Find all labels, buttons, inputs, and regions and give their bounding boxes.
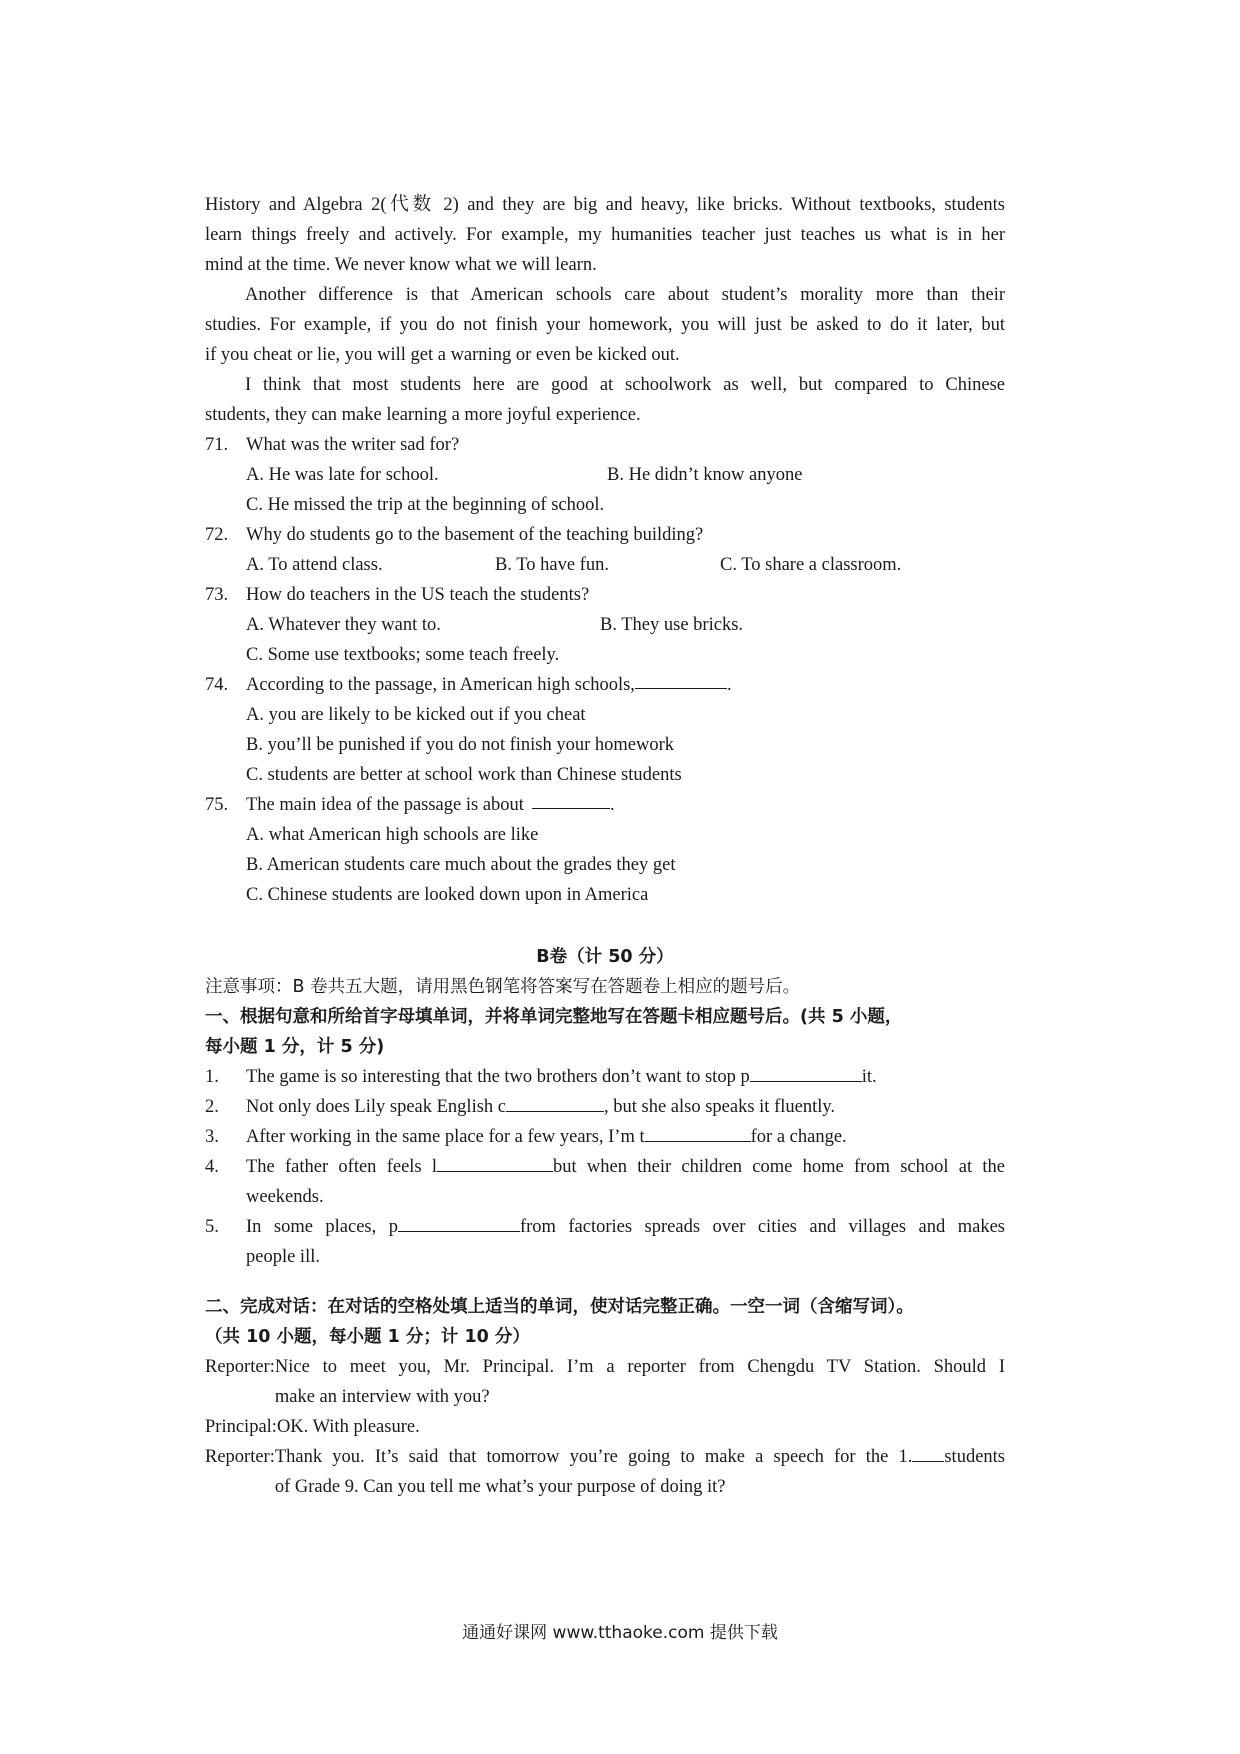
option-c: C. Some use textbooks; some teach freely. bbox=[246, 645, 560, 665]
item-number: 3. bbox=[205, 1127, 219, 1147]
item-text: weekends. bbox=[246, 1187, 324, 1207]
answer-blank bbox=[645, 1123, 751, 1142]
options-row bbox=[205, 700, 1005, 730]
item-text: Not only does Lily speak English c bbox=[246, 1097, 506, 1117]
question-number: 71. bbox=[205, 435, 229, 455]
footer-watermark: 通通好课网 www.tthaoke.com 提供下载 bbox=[462, 1623, 778, 1643]
passage-line: students, they can make learning a more joyful experience. bbox=[205, 405, 641, 425]
section-1-heading-cont: 每小题 1 分，计 5 分) bbox=[205, 1037, 385, 1057]
option-a: A. He was late for school. bbox=[246, 465, 439, 485]
dialogue-line bbox=[205, 1352, 1005, 1412]
dialogue-line bbox=[205, 1442, 1005, 1502]
fill-item-5 bbox=[205, 1212, 1005, 1272]
section-1-heading: 一、根据句意和所给首字母填单词，并将单词完整地写在答题卡相应题号后。(共 5 小题， bbox=[205, 1007, 903, 1027]
dialogue-text: OK. With pleasure. bbox=[276, 1417, 420, 1437]
question-71 bbox=[205, 430, 1005, 460]
speaker: Reporter: bbox=[205, 1357, 275, 1377]
answer-blank bbox=[437, 1153, 553, 1172]
option-c: C. He missed the trip at the beginning of school. bbox=[246, 495, 605, 515]
answer-blank bbox=[506, 1093, 604, 1112]
fill-item-3 bbox=[205, 1122, 1005, 1152]
section-2-heading-cont: （共 10 小题，每小题 1 分；计 10 分） bbox=[205, 1327, 530, 1347]
fill-item-1 bbox=[205, 1062, 1005, 1092]
option-a: A. To attend class. bbox=[246, 555, 383, 575]
options-row bbox=[205, 640, 1005, 670]
fill-item-4 bbox=[205, 1152, 1005, 1212]
option-b: B. To have fun. bbox=[495, 555, 609, 575]
options-row bbox=[205, 850, 1005, 880]
passage-line: Another difference is that American schools care about student’s morality more than their bbox=[245, 285, 1005, 305]
options-row bbox=[205, 460, 1005, 490]
passage-line: I think that most students here are good at schoolwork as well, but compared to Chinese bbox=[245, 375, 1005, 395]
option-c: C. To share a classroom. bbox=[720, 555, 902, 575]
question-text: What was the writer sad for? bbox=[246, 435, 460, 455]
options-row bbox=[205, 760, 1005, 790]
item-text: In some places, p bbox=[246, 1217, 398, 1237]
dialogue-text: of Grade 9. Can you tell me what’s your purpose of doing it? bbox=[274, 1477, 726, 1497]
question-list bbox=[205, 430, 1005, 910]
passage-line: if you cheat or lie, you will get a warning or even be kicked out. bbox=[205, 345, 680, 365]
passage-line: History and Algebra 2(代数 2) and they are big and heavy, like bricks. Without textbooks, students bbox=[205, 195, 1005, 215]
speaker: Reporter: bbox=[205, 1447, 275, 1467]
option-c: C. students are better at school work than Chinese students bbox=[246, 765, 682, 785]
section-2-heading: 二、完成对话：在对话的空格处填上适当的单词，使对话完整正确。一空一词（含缩写词）。 bbox=[205, 1297, 914, 1317]
answer-blank bbox=[635, 670, 727, 689]
dialogue-text: Thank you. It’s said that tomorrow you’re going to make a speech for the 1. bbox=[274, 1447, 913, 1467]
item-number: 4. bbox=[205, 1157, 219, 1177]
answer-blank bbox=[750, 1063, 862, 1082]
question-72 bbox=[205, 520, 1005, 550]
item-text: The game is so interesting that the two brothers don’t want to stop p bbox=[246, 1067, 750, 1087]
options-row bbox=[205, 880, 1005, 910]
question-number: 75. bbox=[205, 795, 229, 815]
dialogue-line bbox=[205, 1412, 1005, 1442]
option-b: B. you’ll be punished if you do not finish your homework bbox=[246, 735, 675, 755]
item-text: it. bbox=[861, 1067, 877, 1087]
item-text: for a change. bbox=[750, 1127, 847, 1147]
item-text: The father often feels l bbox=[246, 1157, 438, 1177]
options-row bbox=[205, 490, 1005, 520]
question-number: 74. bbox=[205, 675, 229, 695]
item-number: 2. bbox=[205, 1097, 219, 1117]
item-text: After working in the same place for a few years, I’m t bbox=[246, 1127, 645, 1147]
question-75: 75. The main idea of the passage is about . bbox=[205, 790, 1005, 820]
question-73 bbox=[205, 580, 1005, 610]
option-c: C. Chinese students are looked down upon in America bbox=[246, 885, 649, 905]
speaker: Principal: bbox=[205, 1417, 277, 1437]
answer-blank bbox=[532, 790, 610, 809]
option-b: B. American students care much about the grades they get bbox=[246, 855, 676, 875]
question-number: 72. bbox=[205, 525, 229, 545]
question-number: 73. bbox=[205, 585, 229, 605]
part-b-title: B卷（计 50 分） bbox=[536, 947, 674, 967]
fill-in-list bbox=[205, 1062, 1005, 1272]
question-text: According to the passage, in American high schools, bbox=[246, 675, 635, 695]
reading-passage bbox=[205, 190, 1005, 430]
dialogue bbox=[205, 1352, 1005, 1502]
options-row bbox=[205, 820, 1005, 850]
option-a: A. you are likely to be kicked out if you cheat bbox=[246, 705, 586, 725]
question-74: 74. According to the passage, in American high schools, . bbox=[205, 670, 1005, 700]
item-number: 1. bbox=[205, 1067, 219, 1087]
question-text: The main idea of the passage is about bbox=[246, 795, 524, 815]
passage-line: studies. For example, if you do not finish your homework, you will just be asked to do it later, but bbox=[205, 315, 1005, 335]
options-row bbox=[205, 730, 1005, 760]
passage-line: learn things freely and actively. For example, my humanities teacher just teaches us what is in her bbox=[205, 225, 1005, 245]
question-text: Why do students go to the basement of the teaching building? bbox=[246, 525, 704, 545]
question-text: How do teachers in the US teach the students? bbox=[246, 585, 590, 605]
dialogue-text: students bbox=[944, 1447, 1005, 1467]
dialogue-text: make an interview with you? bbox=[274, 1387, 490, 1407]
fill-item-2 bbox=[205, 1092, 1005, 1122]
answer-blank bbox=[912, 1443, 944, 1462]
passage-line: mind at the time. We never know what we will learn. bbox=[205, 255, 597, 275]
item-text: from factories spreads over cities and villages and makes bbox=[519, 1217, 1005, 1237]
dialogue-text: Nice to meet you, Mr. Principal. I’m a reporter from Chengdu TV Station. Should I bbox=[274, 1357, 1005, 1377]
option-a: A. Whatever they want to. bbox=[246, 615, 441, 635]
item-number: 5. bbox=[205, 1217, 219, 1237]
option-a: A. what American high schools are like bbox=[246, 825, 539, 845]
item-text: , but she also speaks it fluently. bbox=[604, 1097, 836, 1117]
item-text: people ill. bbox=[246, 1247, 320, 1267]
option-b: B. They use bricks. bbox=[600, 615, 744, 635]
item-text: but when their children come home from school at the bbox=[553, 1157, 1005, 1177]
answer-blank bbox=[398, 1213, 520, 1232]
options-row bbox=[205, 610, 1005, 640]
options-row bbox=[205, 550, 1005, 580]
part-b-notice: 注意事项：B 卷共五大题，请用黑色钢笔将答案写在答题卷上相应的题号后。 bbox=[205, 977, 801, 997]
option-b: B. He didn’t know anyone bbox=[607, 465, 803, 485]
